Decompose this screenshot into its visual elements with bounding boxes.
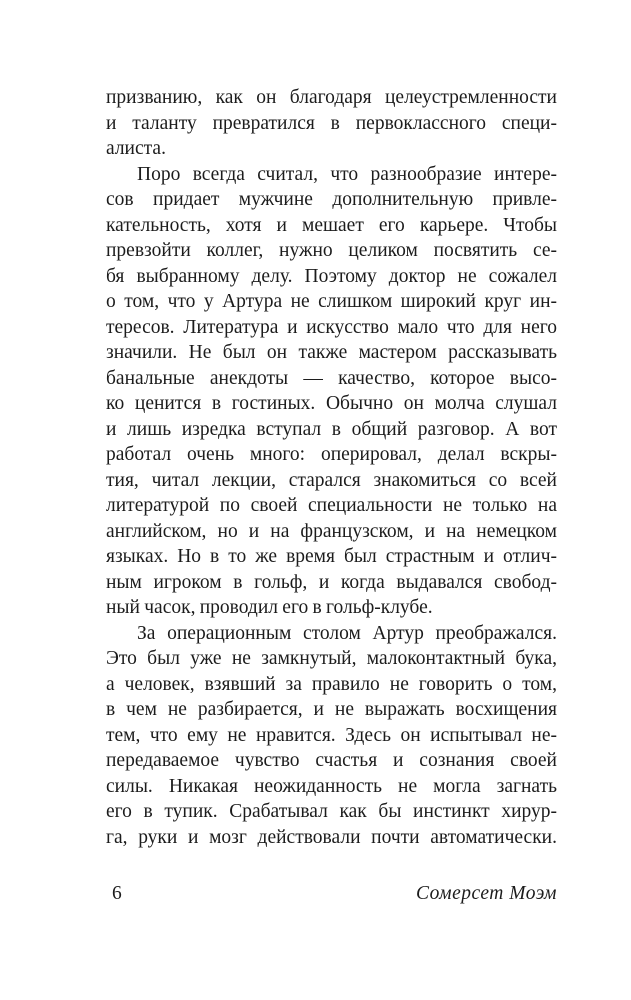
paragraph <box>106 85 557 162</box>
text-line: тия, читал лекции, старался знакомиться со всей <box>106 469 557 491</box>
text-line: его в тупик. Срабатывал как бы инстинкт хирур- <box>106 801 557 822</box>
text-line: ным игроком в гольф, и когда выдавался свобод- <box>106 571 557 593</box>
text-line: а человек, взявший за правило не говорить о том, <box>106 673 557 695</box>
page-footer <box>106 882 557 906</box>
text-line: ный часок, проводил его в гольф-клубе. <box>106 597 433 618</box>
text-line: За операционным столом Артур преображался. <box>137 622 557 644</box>
page-text <box>106 85 557 850</box>
text-line: Это был уже не замкнутый, малоконтактный бука, <box>106 648 557 669</box>
text-line: силы. Никакая неожиданность не могла загнать <box>106 775 557 797</box>
text-line: превзойти коллег, нужно целиком посвятить се- <box>106 240 557 261</box>
text-line: передаваемое чувство счастья и сознания своей <box>106 750 557 771</box>
text-line: га, руки и мозг действовали почти автоматически. <box>106 826 557 848</box>
text-line: сов придает мужчине дополнительную привле- <box>106 189 557 210</box>
text-line: о том, что у Артура не слишком широкий круг ин- <box>106 291 557 312</box>
text-line: значили. Не был он также мастером рассказывать <box>106 342 557 363</box>
text-line: бя выбранному делу. Поэтому доктор не сожалел <box>106 265 557 287</box>
text-line: английском, но и на французском, и на немецком <box>106 520 557 542</box>
text-line: призванию, как он благодаря целеустремленности <box>106 87 557 108</box>
text-line: работал очень много: оперировал, делал вскры- <box>106 444 557 465</box>
text-line: литературой по своей специальности не только на <box>106 495 557 516</box>
text-line: в чем не разбирается, и не выражать восхищения <box>106 699 557 720</box>
text-line: Поро всегда считал, что разнообразие интере- <box>137 163 557 185</box>
page-number: 6 <box>112 883 122 904</box>
text-line: алиста. <box>106 138 166 159</box>
paragraph <box>106 621 557 851</box>
paragraph <box>106 162 557 621</box>
text-line: и таланту превратился в первоклассного специ- <box>106 112 557 134</box>
text-line: языках. Но в то же время был страстным и отлич- <box>106 546 557 567</box>
running-title-author: Сомерсет Моэм <box>415 883 557 904</box>
text-line: тересов. Литература и искусство мало что для него <box>106 316 557 338</box>
text-line: ко ценится в гостиных. Обычно он молча слушал <box>106 393 557 414</box>
text-line: и лишь изредка вступал в общий разговор. А вот <box>106 418 557 440</box>
text-line: банальные анекдоты — качество, которое высо- <box>106 367 557 389</box>
text-line: кательность, хотя и мешает его карьере. Чтобы <box>106 214 557 236</box>
text-line: тем, что ему не нравится. Здесь он испытывал не- <box>106 724 557 746</box>
